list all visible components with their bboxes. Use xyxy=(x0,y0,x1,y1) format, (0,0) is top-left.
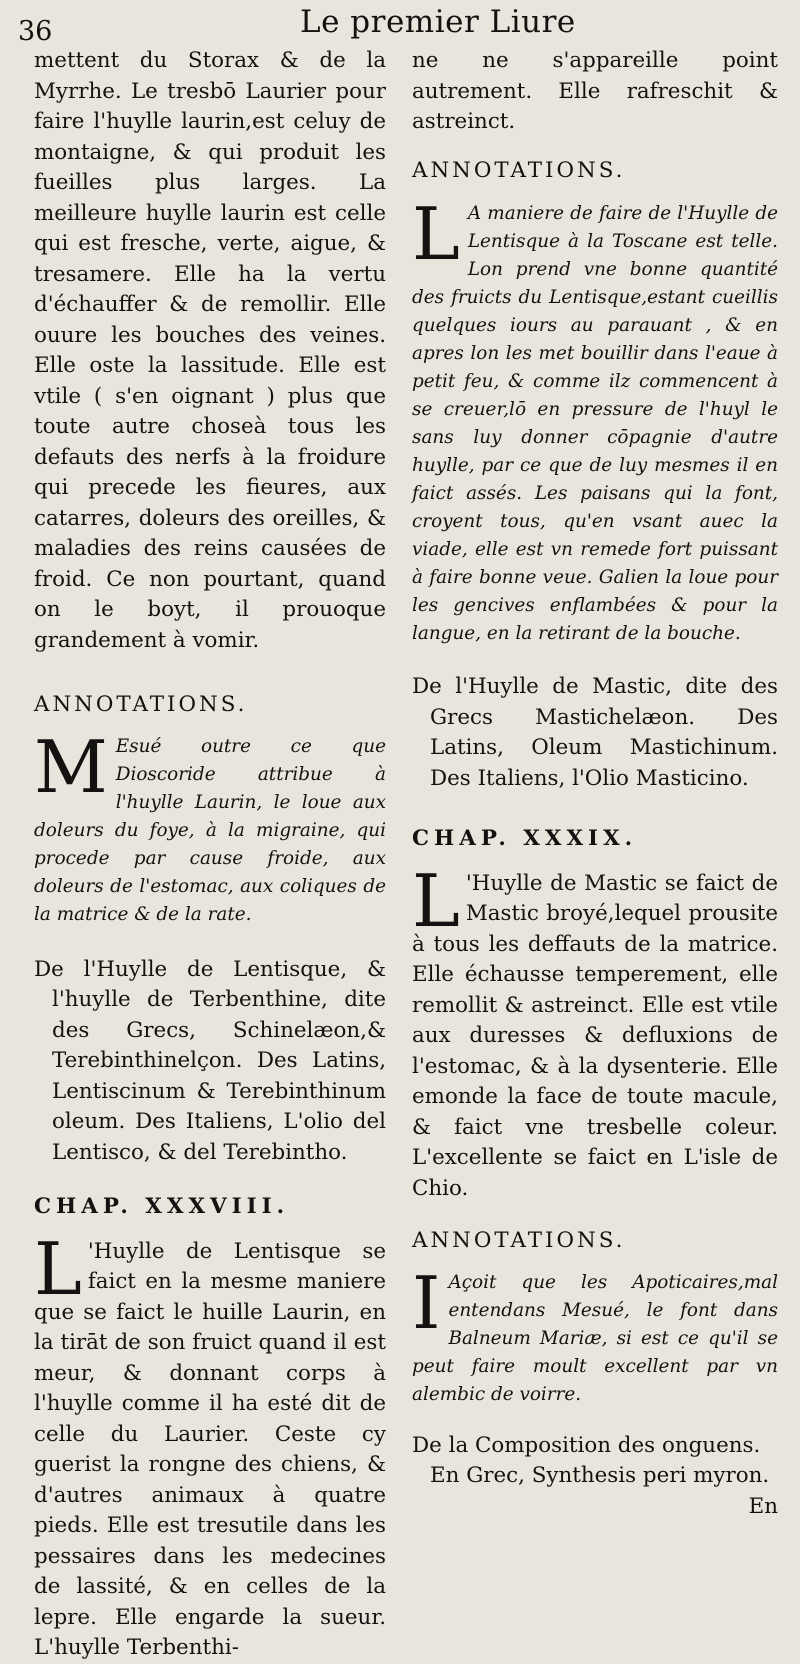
chapter-heading: CHAP. XXXVIII. xyxy=(34,1194,290,1219)
closing-title: De la Composition des onguens. En Grec, Synthesis peri myron. xyxy=(412,1432,770,1488)
chapter-body: 'Huylle de Lentisque se faict en la mesme maniere que se faict le huille Laurin, en la tirāt de son fruict quand il est meur, & donnant corps à l'huylle comme il ha esté dit de celle du Laurier. Ceste cy guerist la rongne des chiens, & d'autres animaux à quatre pieds. Elle est tresutile dans les pessaires dans les medecines de lassité, & en celles de la lepre. Elle engarde la sueur. L'huylle Terbenthi- xyxy=(34,1238,386,1660)
drop-cap: L xyxy=(34,1226,82,1311)
body-paragraph: ne ne s'appareille point autrement. Elle rafreschit & astreinct. xyxy=(412,48,778,134)
body-paragraph: mettent du Storax & de la Myrrhe. Le tresbō Laurier pour faire l'huylle laurin,est celuy de montaigne, & qui produit les fueilles plus larges. La meilleure huylle laurin est celle qui est fresche, verte, aigue, & tresamere. Elle ha la vertu d'échauffer & de remollir. Elle ouure les bouches des veines. Elle oste la lassitude. Elle est vtile ( s'en oignant ) plus que toute autre choseà tous les defauts des nerfs à la froidure qui precede les fieures, aux catarres, doleurs des oreilles, & maladies des reins causées de froid. Ce non pourtant, quand on le boyt, il prouoque grandement à vomir. xyxy=(34,48,386,653)
annotation-block xyxy=(412,192,778,648)
chapter-heading: CHAP. XXXIX. xyxy=(412,826,638,851)
drop-cap: I xyxy=(412,1260,441,1345)
running-title: Le premier Liure xyxy=(300,4,576,40)
annotations-heading: ANNOTATIONS. xyxy=(412,1228,626,1253)
left-column xyxy=(34,46,386,1664)
drop-cap: L xyxy=(412,192,460,276)
chapter-text xyxy=(34,1226,386,1664)
drop-cap: L xyxy=(412,858,460,943)
page-number: 36 xyxy=(18,16,53,47)
section-title: De l'Huylle de Mastic, dite des Grecs Mastichelæon. Des Latins, Oleum Mastichinum. Des Italiens, l'Olio Masticino. xyxy=(412,674,778,791)
section-title: De l'Huylle de Lentisque, & l'huylle de Terbenthine, dite des Grecs, Schinelæon,& Terebinthinelçon. Des Latins, Lentiscinum & Terebinthinum oleum. Des Italiens, L'olio del Lentisco, & del Terebintho. xyxy=(34,956,386,1165)
right-column xyxy=(412,46,778,1522)
annotation-block xyxy=(34,724,386,929)
annotation-text: A maniere de faire de l'Huylle de Lentisque à la Toscane est telle. Lon prend vne bonne quantité des fruicts du Lentisque,estant cueillis quelques iours au parauant , & en apres lon les met bouillir dans l'eaue à petit feu, & comme ilz commencent à se creuer,lō en pressure de l'huyl le sans luy donner cōpagnie d'autre huylle, par ce que de luy mesmes il en faict assés. Les paisans qui la font, croyent tous, qu'en vsant auec la viade, elle est vn remede fort puissant à faire bonne veue. Galien la loue pour les gencives enflambées & pour la langue, en la retirant de la bouche. xyxy=(412,203,778,644)
chapter-body: 'Huylle de Mastic se faict de Mastic broyé,lequel prousite à tous les deffauts de la matrice. Elle échausse temperement, elle remollit & astreinct. Elle est vtile aux duresses & defluxions de l'estomac, & à la dysenterie. Elle emonde la face de toute macule, & faict vne tresbelle coleur. L'excellente se faict en L'isle de Chio. xyxy=(412,870,778,1201)
annotations-heading: ANNOTATIONS. xyxy=(412,157,626,183)
annotations-heading: ANNOTATIONS. xyxy=(34,692,248,717)
annotation-block xyxy=(412,1260,778,1409)
catchword: En xyxy=(748,1493,778,1519)
annotation-text: Açoit que les Apoticaires,mal entendans Mesué, le font dans Balneum Mariæ, si est ce qu'il se peut faire moult excellent par vn alembic de voirre. xyxy=(412,1271,778,1405)
drop-cap: M xyxy=(34,724,108,809)
chapter-text xyxy=(412,858,778,1205)
annotation-text: Esué outre ce que Dioscoride attribue à l'huylle Laurin, le loue aux doleurs du foye, à la migraine, qui procede par cause froide, aux doleurs de l'estomac, aux coliques de la matrice & de la rate. xyxy=(34,735,386,925)
